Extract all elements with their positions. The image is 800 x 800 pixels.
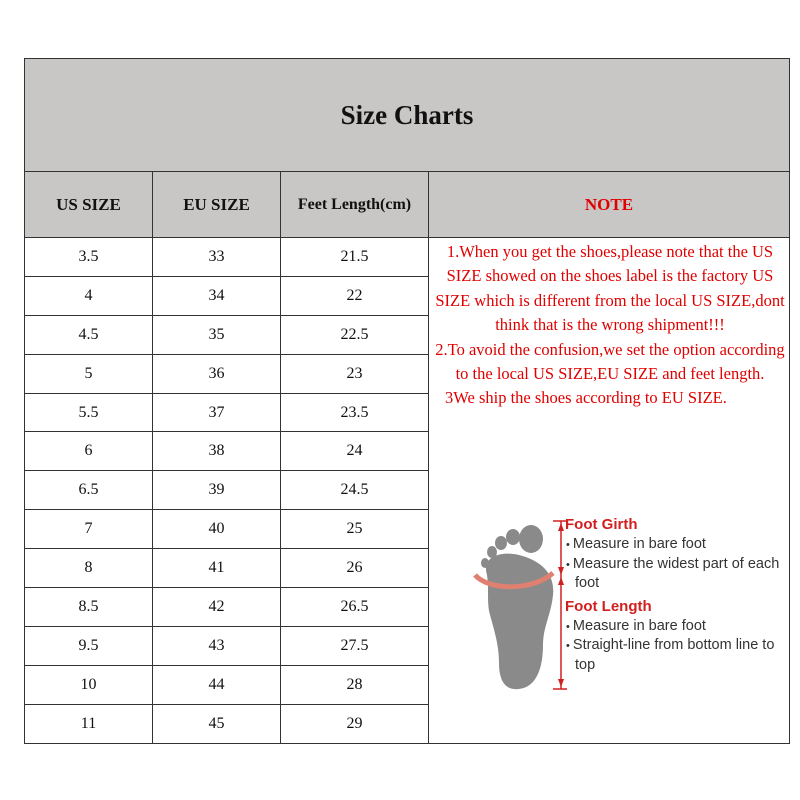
- foot-measure-guide: [459, 515, 789, 695]
- foot-length-title: Foot Length: [565, 597, 652, 615]
- feet-length-cell: 25: [281, 510, 429, 548]
- table-row: [25, 666, 429, 705]
- feet-length-cell: 24: [281, 432, 429, 470]
- feet-length-cell: 23: [281, 355, 429, 393]
- us-size-cell: 8: [25, 549, 153, 587]
- note-panel: [429, 238, 789, 743]
- us-size-cell: 3.5: [25, 238, 153, 276]
- eu-size-cell: 34: [153, 277, 281, 315]
- us-size-cell: 10: [25, 666, 153, 704]
- size-chart-table: [24, 58, 790, 744]
- us-size-cell: 7: [25, 510, 153, 548]
- header-us-size: US SIZE: [25, 172, 153, 238]
- eu-size-cell: 33: [153, 238, 281, 276]
- header-note: NOTE: [429, 172, 789, 238]
- chart-title: Size Charts: [25, 59, 789, 172]
- feet-length-cell: 28: [281, 666, 429, 704]
- feet-length-cell: 29: [281, 705, 429, 744]
- girth-bullet-2: • Measure the widest part of each foot: [565, 555, 787, 593]
- foot-outline-icon: [459, 515, 567, 695]
- feet-length-cell: 21.5: [281, 238, 429, 276]
- eu-size-cell: 39: [153, 471, 281, 509]
- table-row: [25, 238, 429, 277]
- feet-length-cell: 22: [281, 277, 429, 315]
- table-row: [25, 705, 429, 744]
- feet-length-cell: 23.5: [281, 394, 429, 432]
- eu-size-cell: 37: [153, 394, 281, 432]
- note-paragraph-1: 1.When you get the shoes,please note that the US SIZE showed on the shoes label is the factory US SIZE which is different from the local US SIZE,dont think that is the wrong shipment!!!: [435, 242, 785, 335]
- measure-instructions: [565, 515, 787, 674]
- eu-size-cell: 45: [153, 705, 281, 744]
- table-row: [25, 355, 429, 394]
- us-size-cell: 4.5: [25, 316, 153, 354]
- table-row: [25, 394, 429, 433]
- girth-bullet-1: • Measure in bare foot: [565, 535, 787, 555]
- eu-size-cell: 42: [153, 588, 281, 626]
- header-eu-size: EU SIZE: [153, 172, 281, 238]
- us-size-cell: 5.5: [25, 394, 153, 432]
- length-bullet-1: • Measure in bare foot: [565, 617, 787, 637]
- feet-length-cell: 24.5: [281, 471, 429, 509]
- eu-size-cell: 36: [153, 355, 281, 393]
- us-size-cell: 4: [25, 277, 153, 315]
- us-size-cell: 9.5: [25, 627, 153, 665]
- eu-size-cell: 43: [153, 627, 281, 665]
- size-rows: [25, 238, 429, 744]
- feet-length-cell: 27.5: [281, 627, 429, 665]
- table-row: [25, 316, 429, 355]
- feet-length-cell: 22.5: [281, 316, 429, 354]
- header-feet-length: Feet Length(cm): [281, 172, 429, 238]
- note-text: [431, 240, 789, 411]
- eu-size-cell: 44: [153, 666, 281, 704]
- foot-girth-title: Foot Girth: [565, 516, 638, 533]
- table-row: [25, 549, 429, 588]
- feet-length-cell: 26.5: [281, 588, 429, 626]
- eu-size-cell: 35: [153, 316, 281, 354]
- us-size-cell: 11: [25, 705, 153, 744]
- table-row: [25, 471, 429, 510]
- us-size-cell: 8.5: [25, 588, 153, 626]
- eu-size-cell: 40: [153, 510, 281, 548]
- table-row: [25, 627, 429, 666]
- us-size-cell: 5: [25, 355, 153, 393]
- us-size-cell: 6.5: [25, 471, 153, 509]
- eu-size-cell: 41: [153, 549, 281, 587]
- table-row: [25, 510, 429, 549]
- us-size-cell: 6: [25, 432, 153, 470]
- length-bullet-2: • Straight-line from bottom line to top: [565, 636, 787, 674]
- feet-length-cell: 26: [281, 549, 429, 587]
- table-row: [25, 588, 429, 627]
- eu-size-cell: 38: [153, 432, 281, 470]
- table-row: [25, 277, 429, 316]
- note-paragraph-3: 3We ship the shoes according to EU SIZE.: [445, 388, 727, 408]
- table-row: [25, 432, 429, 471]
- note-paragraph-2: 2.To avoid the confusion,we set the option according to the local US SIZE,EU SIZE and feet length.: [435, 339, 785, 384]
